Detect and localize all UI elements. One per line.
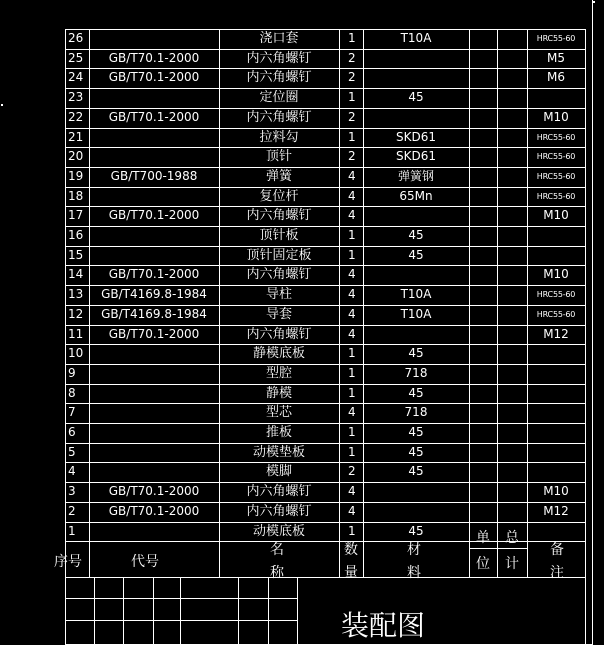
cell-name: 拉料勾 [259, 129, 299, 145]
cell-no: 23 [68, 90, 84, 105]
cell-name: 导柱 [265, 287, 292, 303]
cell-material: SKD61 [396, 149, 436, 164]
header-name-1: 名 [270, 542, 284, 558]
cell-qty: 1 [348, 31, 356, 45]
cell-code: GB/T4169.8-1984 [101, 306, 207, 321]
cell-qty: 4 [348, 188, 356, 203]
cell-name: 内六角螺钉 [246, 70, 312, 86]
cell-code [89, 88, 219, 108]
cell-remark: HRC55-60 [536, 290, 576, 300]
cell-qty: 2 [348, 149, 356, 164]
cell-remark: HRC55-60 [536, 132, 576, 142]
cell-qty: 2 [348, 464, 356, 479]
cell-material: T10A [400, 306, 432, 321]
cell-name: 浇口套 [259, 31, 299, 46]
cell-remark: M10 [543, 484, 569, 499]
header-remark-1: 备 [550, 542, 564, 558]
cell-code [89, 364, 219, 384]
cell-material [363, 108, 469, 128]
cell-qty: 1 [348, 444, 356, 459]
cell-code [89, 246, 219, 266]
cell-code: GB/T70.1-2000 [108, 70, 200, 85]
cell-name: 内六角螺钉 [246, 50, 312, 66]
cell-remark [527, 462, 585, 482]
cell-code [89, 384, 219, 404]
cell-qty: 4 [348, 326, 356, 341]
cell-material: 45 [408, 228, 424, 242]
cell-material: 45 [408, 425, 424, 439]
cell-name: 定位圈 [259, 90, 299, 106]
cell-name: 内六角螺钉 [246, 267, 312, 283]
cell-no: 20 [68, 149, 84, 164]
header-unit-1: 单 [476, 530, 490, 546]
cell-no: 5 [68, 444, 76, 459]
cell-no: 10 [68, 346, 84, 361]
cell-qty: 4 [348, 503, 356, 518]
tb-v1 [94, 577, 95, 645]
header-qty-2: 量 [344, 565, 358, 581]
tb-v4 [180, 577, 181, 645]
cell-qty: 2 [348, 70, 356, 85]
cell-qty: 1 [348, 228, 356, 242]
unit-total-split [469, 548, 527, 549]
cell-no: 21 [68, 129, 84, 144]
col-divider-material [469, 29, 470, 577]
cell-material [363, 502, 469, 522]
cell-name: 内六角螺钉 [246, 208, 312, 224]
cell-material: 718 [404, 405, 428, 420]
cell-remark: HRC55-60 [536, 152, 576, 162]
cell-material: T10A [400, 287, 432, 302]
cell-code: GB/T70.1-2000 [108, 503, 200, 518]
cell-material: 718 [404, 365, 428, 380]
cell-remark [527, 226, 585, 246]
cell-remark: M6 [547, 70, 565, 85]
cell-remark: HRC55-60 [536, 309, 576, 319]
cell-remark [527, 88, 585, 108]
cell-name: 复位杆 [259, 188, 299, 204]
cell-remark: HRC55-60 [536, 34, 576, 43]
cell-no: 15 [68, 247, 84, 262]
cell-no: 16 [68, 228, 84, 242]
cell-no: 9 [68, 365, 76, 380]
cell-remark: M10 [543, 109, 569, 124]
cell-remark [527, 443, 585, 463]
cell-name: 内六角螺钉 [246, 484, 312, 500]
cell-qty: 1 [348, 523, 356, 538]
cell-qty: 4 [348, 168, 356, 183]
cell-no: 17 [68, 208, 84, 223]
cell-remark: HRC55-60 [536, 171, 576, 181]
cell-no: 8 [68, 385, 76, 400]
cell-material: 弹簧钢 [397, 168, 434, 183]
cell-material [363, 265, 469, 285]
cell-name: 顶针 [265, 149, 292, 165]
tb-v7 [297, 577, 298, 645]
cell-qty: 1 [348, 129, 356, 144]
cell-no: 25 [68, 50, 84, 65]
cell-no: 11 [68, 326, 84, 341]
cell-no: 22 [68, 109, 84, 124]
header-remark-2: 注 [550, 565, 564, 581]
tb-v3 [153, 577, 154, 645]
cell-remark: M10 [543, 267, 569, 282]
cell-material: 45 [408, 247, 424, 262]
cell-material: 45 [408, 346, 424, 361]
cell-no: 13 [68, 287, 84, 302]
cell-code [89, 403, 219, 423]
cell-qty: 2 [348, 50, 356, 65]
cell-code [89, 344, 219, 364]
cell-name: 动模垫板 [252, 444, 305, 460]
cell-no: 6 [68, 425, 76, 439]
cell-remark [527, 403, 585, 423]
cell-remark: HRC55-60 [536, 191, 576, 201]
cell-remark [527, 384, 585, 404]
cell-name: 弹簧 [265, 168, 292, 184]
cell-name: 内六角螺钉 [246, 109, 312, 125]
cell-code: GB/T4169.8-1984 [101, 287, 207, 302]
col-divider-unit [497, 29, 498, 577]
cell-code: GB/T700-1988 [110, 168, 198, 183]
header-no: 序号 [54, 554, 82, 570]
cell-qty: 1 [348, 247, 356, 262]
sheet-right-border [592, 0, 593, 645]
cell-qty: 4 [348, 208, 356, 223]
cell-qty: 4 [348, 267, 356, 282]
cell-no: 3 [68, 484, 76, 499]
cell-qty: 1 [348, 346, 356, 361]
table-border [65, 577, 585, 578]
cell-material: 65Mn [399, 188, 433, 203]
cell-name: 内六角螺钉 [246, 326, 312, 342]
cell-code: GB/T70.1-2000 [108, 326, 200, 341]
cell-remark [527, 364, 585, 384]
cell-no: 26 [68, 31, 84, 45]
cad-point-marker [1, 104, 3, 106]
cell-code [89, 128, 219, 148]
cell-no: 1 [68, 523, 76, 538]
cell-no: 12 [68, 306, 84, 321]
header-qty-1: 数 [344, 542, 358, 558]
cell-remark: M12 [543, 326, 569, 341]
cell-code: GB/T70.1-2000 [108, 208, 200, 223]
cell-name: 模脚 [265, 464, 292, 480]
cell-code: GB/T70.1-2000 [108, 50, 200, 65]
cell-material: 45 [408, 444, 424, 459]
cell-name: 型腔 [265, 365, 292, 381]
cell-material: T10A [400, 31, 432, 45]
cell-qty: 4 [348, 484, 356, 499]
cell-material: 45 [408, 464, 424, 479]
cell-code [89, 187, 219, 207]
header-unit-2: 位 [476, 556, 490, 572]
cell-name: 静模 [265, 385, 292, 401]
cell-qty: 4 [348, 287, 356, 302]
cell-material [363, 325, 469, 345]
cell-code [89, 226, 219, 246]
cell-no: 2 [68, 503, 76, 518]
cell-material: 45 [408, 523, 424, 538]
cell-remark [527, 344, 585, 364]
tb-v5 [238, 577, 239, 645]
drawing-title: 装配图 [341, 609, 426, 642]
cell-remark [527, 246, 585, 266]
cell-name: 推板 [265, 425, 292, 440]
tb-v6 [268, 577, 269, 645]
table-border [65, 620, 297, 621]
cell-name: 顶针板 [259, 228, 299, 243]
header-total-2: 计 [505, 556, 519, 572]
header-material-1: 材 [407, 542, 421, 558]
cell-material [363, 68, 469, 88]
cell-qty: 2 [348, 109, 356, 124]
cell-no: 4 [68, 464, 76, 479]
cad-point-marker [593, 1, 595, 3]
header-total-1: 总 [505, 530, 519, 546]
cell-remark: M10 [543, 208, 569, 223]
cell-no: 7 [68, 405, 76, 420]
cell-qty: 1 [348, 90, 356, 105]
cell-qty: 1 [348, 365, 356, 380]
cell-name: 静模底板 [252, 346, 305, 362]
cell-code [89, 29, 219, 49]
cell-name: 顶针固定板 [246, 247, 312, 263]
cell-qty: 4 [348, 405, 356, 420]
cell-code [89, 147, 219, 167]
cell-material [363, 206, 469, 226]
cell-material: 45 [408, 90, 424, 105]
table-right-border [585, 29, 586, 645]
cell-qty: 1 [348, 425, 356, 439]
cell-no: 19 [68, 168, 84, 183]
cell-code: GB/T70.1-2000 [108, 484, 200, 499]
tb-v2 [123, 577, 124, 645]
cell-qty: 1 [348, 385, 356, 400]
cell-name: 导套 [265, 306, 292, 322]
cell-qty: 4 [348, 306, 356, 321]
cell-no: 24 [68, 70, 84, 85]
cell-remark: M12 [543, 503, 569, 518]
cell-name: 内六角螺钉 [246, 503, 312, 519]
cell-no: 14 [68, 267, 84, 282]
cell-code [89, 443, 219, 463]
cell-remark: M5 [547, 50, 565, 65]
table-border [65, 598, 297, 599]
cell-material: 45 [408, 385, 424, 400]
header-name-2: 称 [270, 565, 284, 581]
cell-code: GB/T70.1-2000 [108, 267, 200, 282]
cell-code [89, 423, 219, 443]
cell-code [89, 462, 219, 482]
cell-remark [527, 423, 585, 443]
header-code: 代号 [131, 554, 159, 570]
cell-no: 18 [68, 188, 84, 203]
cell-name: 型芯 [265, 405, 292, 421]
cell-material: SKD61 [396, 129, 436, 144]
header-material-2: 料 [407, 565, 421, 581]
cell-code [89, 522, 219, 542]
cell-material [363, 482, 469, 502]
cell-material [363, 49, 469, 69]
cell-code: GB/T70.1-2000 [108, 109, 200, 124]
cell-name: 动模底板 [252, 523, 305, 539]
